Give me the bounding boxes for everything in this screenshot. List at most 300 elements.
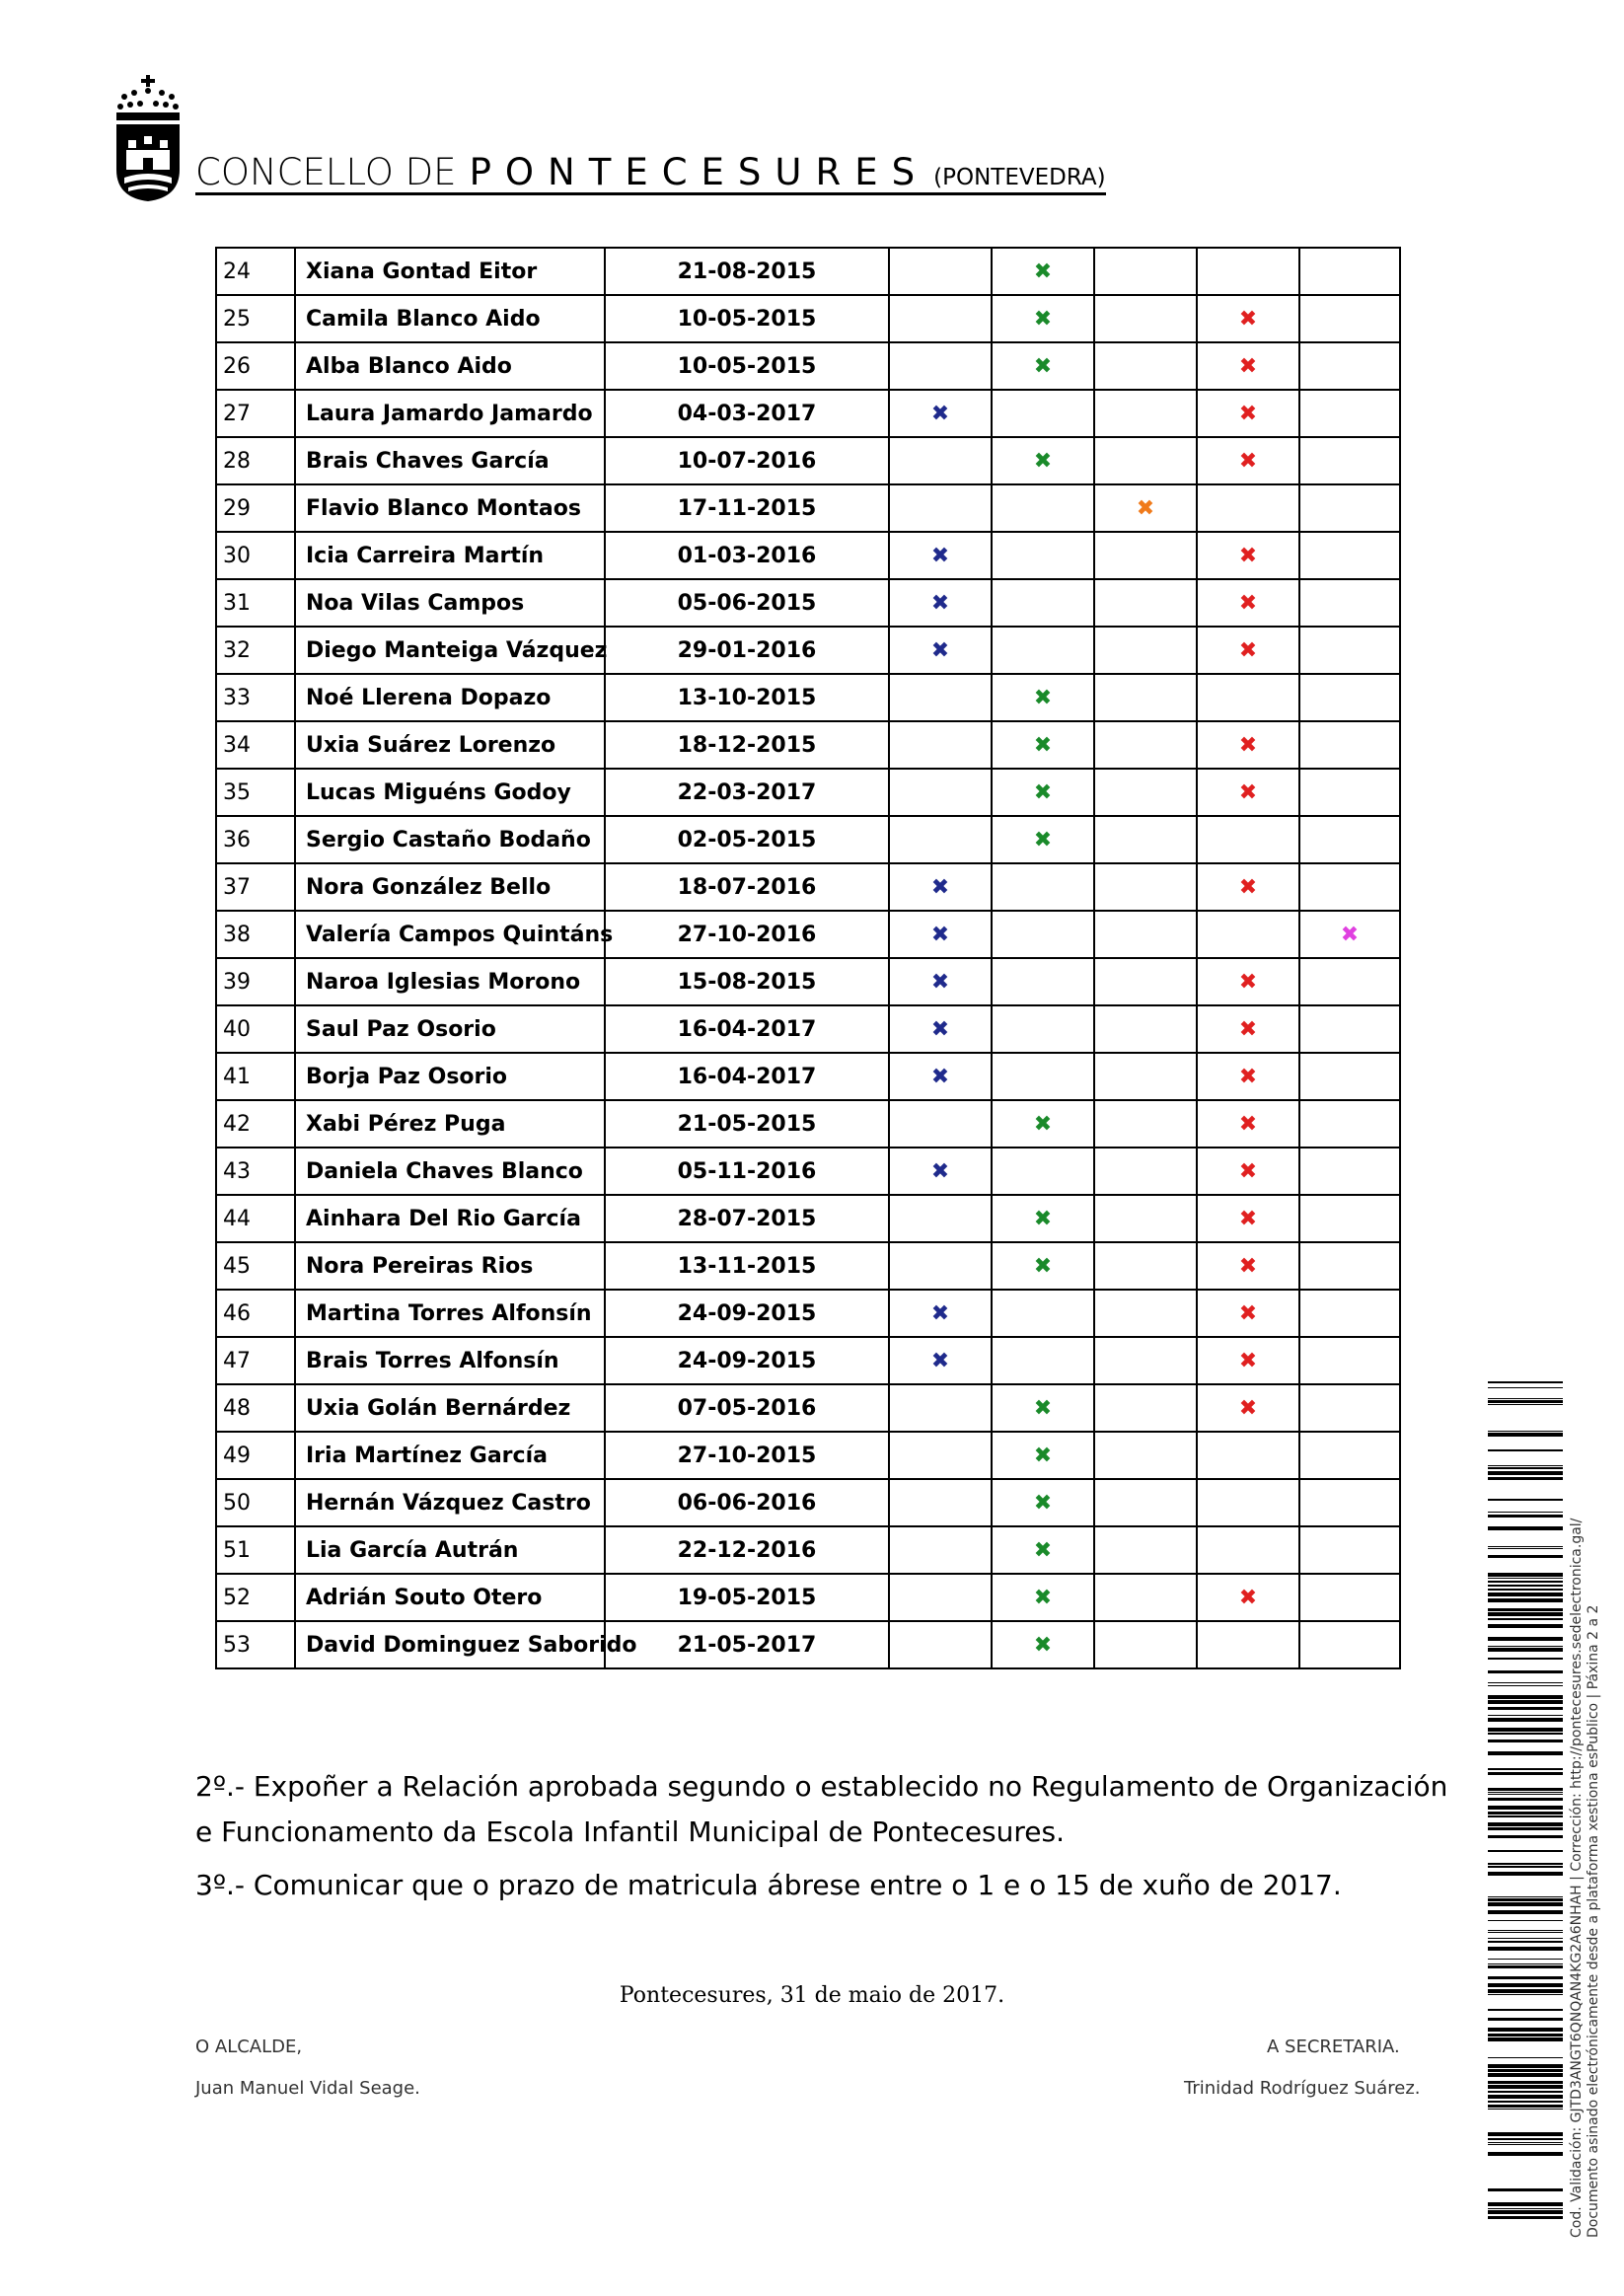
row-number: 29 <box>216 484 295 532</box>
cross-mark-icon: ✖ <box>1033 1206 1053 1231</box>
row-number: 50 <box>216 1479 295 1526</box>
table-row <box>216 437 1400 484</box>
mark-cell <box>889 1242 992 1290</box>
mark-cell <box>1197 816 1299 863</box>
cross-mark-icon: ✖ <box>1238 353 1258 379</box>
cross-mark-icon: ✖ <box>1033 306 1053 332</box>
table-row <box>216 1432 1400 1479</box>
secretary-role: A SECRETARIA. <box>1267 2037 1400 2057</box>
mark-cell <box>889 1432 992 1479</box>
cross-mark-icon: ✖ <box>930 637 950 663</box>
table-row <box>216 532 1400 579</box>
mark-cell <box>992 248 1094 295</box>
mark-cell <box>889 248 992 295</box>
mark-cell <box>992 579 1094 627</box>
cross-mark-icon: ✖ <box>1238 1016 1258 1042</box>
mark-cell <box>992 1148 1094 1195</box>
cross-mark-icon: ✖ <box>1238 1300 1258 1326</box>
cross-mark-icon: ✖ <box>1238 732 1258 758</box>
mark-cell <box>889 1195 992 1242</box>
birth-date: 13-10-2015 <box>605 674 889 721</box>
cross-mark-icon: ✖ <box>1238 1158 1258 1184</box>
child-name: Xabi Pérez Puga <box>295 1100 605 1148</box>
birth-date: 21-05-2015 <box>605 1100 889 1148</box>
row-number: 41 <box>216 1053 295 1100</box>
mark-cell <box>992 295 1094 342</box>
cross-mark-icon: ✖ <box>1238 874 1258 900</box>
mark-cell <box>889 1148 992 1195</box>
mark-cell <box>992 1290 1094 1337</box>
child-name: Xiana Gontad Eitor <box>295 248 605 295</box>
cross-mark-icon: ✖ <box>1238 401 1258 426</box>
child-name: Alba Blanco Aido <box>295 342 605 390</box>
cross-mark-icon: ✖ <box>1238 1206 1258 1231</box>
cross-mark-icon: ✖ <box>1033 732 1053 758</box>
mark-cell <box>889 1621 992 1668</box>
cross-mark-icon: ✖ <box>930 874 950 900</box>
table-row <box>216 627 1400 674</box>
birth-date: 05-06-2015 <box>605 579 889 627</box>
mark-cell <box>1197 295 1299 342</box>
birth-date: 01-03-2016 <box>605 532 889 579</box>
mark-cell <box>1299 627 1400 674</box>
birth-date: 04-03-2017 <box>605 390 889 437</box>
table-row <box>216 958 1400 1005</box>
row-number: 36 <box>216 816 295 863</box>
org-province: (PONTEVEDRA) <box>933 165 1106 190</box>
mark-cell <box>1197 1479 1299 1526</box>
row-number: 28 <box>216 437 295 484</box>
cross-mark-icon: ✖ <box>1033 685 1053 710</box>
mark-cell <box>992 1005 1094 1053</box>
cross-mark-icon: ✖ <box>1033 1443 1053 1468</box>
mark-cell <box>992 769 1094 816</box>
cross-mark-icon: ✖ <box>930 1016 950 1042</box>
table-row <box>216 1005 1400 1053</box>
mark-cell <box>992 484 1094 532</box>
child-name: Icia Carreira Martín <box>295 532 605 579</box>
mark-cell <box>1094 1005 1197 1053</box>
mark-cell <box>992 1574 1094 1621</box>
child-name: Uxia Golán Bernárdez <box>295 1384 605 1432</box>
cross-mark-icon: ✖ <box>930 1064 950 1089</box>
mark-cell <box>889 532 992 579</box>
mark-cell <box>992 532 1094 579</box>
mark-cell <box>1197 390 1299 437</box>
mark-cell <box>992 1195 1094 1242</box>
place-date: Pontecesures, 31 de maio de 2017. <box>619 1983 1005 2008</box>
mark-cell <box>992 816 1094 863</box>
mark-cell <box>889 295 992 342</box>
mark-cell <box>1094 1195 1197 1242</box>
mark-cell <box>889 1100 992 1148</box>
mark-cell <box>889 579 992 627</box>
cross-mark-icon: ✖ <box>1033 1395 1053 1421</box>
cross-mark-icon: ✖ <box>1033 1537 1053 1563</box>
cross-mark-icon: ✖ <box>1033 779 1053 805</box>
mark-cell <box>1299 1621 1400 1668</box>
mark-cell <box>992 627 1094 674</box>
row-number: 49 <box>216 1432 295 1479</box>
mark-cell <box>1197 437 1299 484</box>
cross-mark-icon: ✖ <box>1033 259 1053 284</box>
row-number: 25 <box>216 295 295 342</box>
mark-cell <box>1197 484 1299 532</box>
row-number: 45 <box>216 1242 295 1290</box>
mark-cell <box>1299 1100 1400 1148</box>
mark-cell <box>1299 958 1400 1005</box>
row-number: 34 <box>216 721 295 769</box>
table-row <box>216 1574 1400 1621</box>
child-name: Borja Paz Osorio <box>295 1053 605 1100</box>
mark-cell <box>1197 342 1299 390</box>
mark-cell <box>889 1574 992 1621</box>
mark-cell <box>1299 911 1400 958</box>
mark-cell <box>1197 248 1299 295</box>
mark-cell <box>1197 721 1299 769</box>
mark-cell <box>889 1526 992 1574</box>
row-number: 47 <box>216 1337 295 1384</box>
table-row <box>216 1337 1400 1384</box>
row-number: 31 <box>216 579 295 627</box>
letterhead <box>111 75 1106 203</box>
mark-cell <box>1299 721 1400 769</box>
cross-mark-icon: ✖ <box>1238 543 1258 568</box>
mark-cell <box>1197 674 1299 721</box>
mark-cell <box>992 721 1094 769</box>
mark-cell <box>1094 1337 1197 1384</box>
child-name: Brais Chaves García <box>295 437 605 484</box>
mark-cell <box>992 1621 1094 1668</box>
cross-mark-icon: ✖ <box>1033 1490 1053 1516</box>
table-row <box>216 816 1400 863</box>
mark-cell <box>1094 1148 1197 1195</box>
mayor-role: O ALCALDE, <box>195 2037 303 2057</box>
mark-cell <box>1094 1384 1197 1432</box>
table-body <box>216 248 1400 1668</box>
mark-cell <box>889 484 992 532</box>
table-row <box>216 484 1400 532</box>
row-number: 42 <box>216 1100 295 1148</box>
row-number: 52 <box>216 1574 295 1621</box>
mark-cell <box>1299 248 1400 295</box>
mark-cell <box>992 1384 1094 1432</box>
mark-cell <box>1094 248 1197 295</box>
mark-cell <box>1299 532 1400 579</box>
cross-mark-icon: ✖ <box>930 1158 950 1184</box>
mark-cell <box>889 1337 992 1384</box>
mark-cell <box>1299 1290 1400 1337</box>
mark-cell <box>1094 579 1197 627</box>
mark-cell <box>1094 390 1197 437</box>
mayor-name: Juan Manuel Vidal Seage. <box>195 2078 420 2099</box>
birth-date: 24-09-2015 <box>605 1290 889 1337</box>
admissions-table <box>215 247 1401 1669</box>
table-row <box>216 342 1400 390</box>
mark-cell <box>1197 627 1299 674</box>
child-name: Ainhara Del Rio García <box>295 1195 605 1242</box>
mark-cell <box>1197 1053 1299 1100</box>
mark-cell <box>1094 1574 1197 1621</box>
mark-cell <box>1197 1432 1299 1479</box>
table-row <box>216 1148 1400 1195</box>
cross-mark-icon: ✖ <box>930 543 950 568</box>
org-name: CONCELLO DE <box>195 151 457 193</box>
child-name: Camila Blanco Aido <box>295 295 605 342</box>
mark-cell <box>1299 1148 1400 1195</box>
birth-date: 19-05-2015 <box>605 1574 889 1621</box>
mark-cell <box>1299 390 1400 437</box>
validation-line-1: Cod. Validación: GJTD3ANGT6QNQAN4KG2A6NHAH | Corrección: http://pontecesures.sedelectronica.gal/ <box>1569 1518 1585 2238</box>
mark-cell <box>1197 1290 1299 1337</box>
table-row <box>216 911 1400 958</box>
mark-cell <box>1094 1242 1197 1290</box>
cross-mark-icon: ✖ <box>1238 637 1258 663</box>
mark-cell <box>1094 532 1197 579</box>
child-name: Uxia Suárez Lorenzo <box>295 721 605 769</box>
row-number: 44 <box>216 1195 295 1242</box>
cross-mark-icon: ✖ <box>1238 1064 1258 1089</box>
child-name: Adrián Souto Otero <box>295 1574 605 1621</box>
birth-date: 18-12-2015 <box>605 721 889 769</box>
child-name: Brais Torres Alfonsín <box>295 1337 605 1384</box>
mark-cell <box>1094 295 1197 342</box>
mark-cell <box>889 342 992 390</box>
row-number: 24 <box>216 248 295 295</box>
cross-mark-icon: ✖ <box>1238 969 1258 995</box>
row-number: 37 <box>216 863 295 911</box>
child-name: Iria Martínez García <box>295 1432 605 1479</box>
mark-cell <box>1299 1005 1400 1053</box>
child-name: Nora Pereiras Rios <box>295 1242 605 1290</box>
row-number: 30 <box>216 532 295 579</box>
child-name: Noa Vilas Campos <box>295 579 605 627</box>
birth-date: 15-08-2015 <box>605 958 889 1005</box>
mark-cell <box>992 1242 1094 1290</box>
mark-cell <box>1094 863 1197 911</box>
mark-cell <box>1299 769 1400 816</box>
row-number: 53 <box>216 1621 295 1668</box>
mark-cell <box>1197 1574 1299 1621</box>
mark-cell <box>992 1432 1094 1479</box>
mark-cell <box>992 342 1094 390</box>
mark-cell <box>889 911 992 958</box>
cross-mark-icon: ✖ <box>1340 922 1360 947</box>
table-row <box>216 674 1400 721</box>
cross-mark-icon: ✖ <box>1238 590 1258 616</box>
mark-cell <box>889 721 992 769</box>
mark-cell <box>1197 911 1299 958</box>
birth-date: 02-05-2015 <box>605 816 889 863</box>
mark-cell <box>992 958 1094 1005</box>
organization-title <box>195 151 1106 195</box>
birth-date: 24-09-2015 <box>605 1337 889 1384</box>
cross-mark-icon: ✖ <box>930 1300 950 1326</box>
birth-date: 05-11-2016 <box>605 1148 889 1195</box>
cross-mark-icon: ✖ <box>1238 1253 1258 1279</box>
row-number: 43 <box>216 1148 295 1195</box>
table-row <box>216 248 1400 295</box>
validation-line-2: Documento asinado electrónicamente desde a plataforma xestiona esPublico | Páxina 2 a 2 <box>1586 1604 1601 2238</box>
mark-cell <box>1299 1432 1400 1479</box>
mark-cell <box>992 1526 1094 1574</box>
mark-cell <box>1197 1384 1299 1432</box>
mark-cell <box>1299 342 1400 390</box>
mark-cell <box>889 1005 992 1053</box>
mark-cell <box>1094 342 1197 390</box>
birth-date: 10-05-2015 <box>605 295 889 342</box>
mark-cell <box>1094 911 1197 958</box>
mark-cell <box>1299 437 1400 484</box>
mark-cell <box>1299 1479 1400 1526</box>
mark-cell <box>889 390 992 437</box>
table-row <box>216 721 1400 769</box>
coat-of-arms-icon <box>111 75 185 203</box>
mark-cell <box>1094 627 1197 674</box>
row-number: 33 <box>216 674 295 721</box>
validation-barcode <box>1488 1381 1563 2228</box>
cross-mark-icon: ✖ <box>1033 1253 1053 1279</box>
table-row <box>216 579 1400 627</box>
mark-cell <box>1094 958 1197 1005</box>
mark-cell <box>889 1290 992 1337</box>
mark-cell <box>1094 1290 1197 1337</box>
mark-cell <box>1197 1100 1299 1148</box>
mark-cell <box>889 1384 992 1432</box>
mark-cell <box>1197 1526 1299 1574</box>
mark-cell <box>889 674 992 721</box>
birth-date: 16-04-2017 <box>605 1053 889 1100</box>
cross-mark-icon: ✖ <box>1033 1585 1053 1610</box>
cross-mark-icon: ✖ <box>1238 1111 1258 1137</box>
mark-cell <box>1094 1526 1197 1574</box>
mark-cell <box>1197 1621 1299 1668</box>
child-name: Saul Paz Osorio <box>295 1005 605 1053</box>
mark-cell <box>1197 1337 1299 1384</box>
mark-cell <box>992 863 1094 911</box>
cross-mark-icon: ✖ <box>1238 1395 1258 1421</box>
birth-date: 10-05-2015 <box>605 342 889 390</box>
child-name: Diego Manteiga Vázquez <box>295 627 605 674</box>
mark-cell <box>1094 1053 1197 1100</box>
point-2: 2º.- Expoñer a Relación aprobada segundo o establecido no Regulamento de Organización e Funcionamento da Escola Infantil Municipal de Pontecesures. <box>195 1770 1448 1848</box>
mark-cell <box>889 627 992 674</box>
table-row <box>216 1621 1400 1668</box>
cross-mark-icon: ✖ <box>1238 306 1258 332</box>
mark-cell <box>1299 1384 1400 1432</box>
mark-cell <box>889 958 992 1005</box>
cross-mark-icon: ✖ <box>930 1348 950 1373</box>
mark-cell <box>1094 1432 1197 1479</box>
mark-cell <box>889 1053 992 1100</box>
cross-mark-icon: ✖ <box>1033 1632 1053 1658</box>
table-row <box>216 1195 1400 1242</box>
table-row <box>216 769 1400 816</box>
mark-cell <box>1094 1100 1197 1148</box>
mark-cell <box>1299 1337 1400 1384</box>
birth-date: 21-05-2017 <box>605 1621 889 1668</box>
mark-cell <box>1094 721 1197 769</box>
mark-cell <box>1197 1005 1299 1053</box>
birth-date: 07-05-2016 <box>605 1384 889 1432</box>
child-name: David Dominguez Saborido <box>295 1621 605 1668</box>
table-row <box>216 863 1400 911</box>
row-number: 27 <box>216 390 295 437</box>
mark-cell <box>1197 863 1299 911</box>
mark-cell <box>1299 1195 1400 1242</box>
birth-date: 28-07-2015 <box>605 1195 889 1242</box>
cross-mark-icon: ✖ <box>1238 448 1258 474</box>
table-row <box>216 1053 1400 1100</box>
mark-cell <box>1299 1574 1400 1621</box>
child-name: Martina Torres Alfonsín <box>295 1290 605 1337</box>
cross-mark-icon: ✖ <box>930 922 950 947</box>
birth-date: 29-01-2016 <box>605 627 889 674</box>
row-number: 46 <box>216 1290 295 1337</box>
table-row <box>216 390 1400 437</box>
mark-cell <box>1197 532 1299 579</box>
mark-cell <box>992 1100 1094 1148</box>
mark-cell <box>889 1479 992 1526</box>
row-number: 39 <box>216 958 295 1005</box>
cross-mark-icon: ✖ <box>1238 1348 1258 1373</box>
cross-mark-icon: ✖ <box>1033 1111 1053 1137</box>
cross-mark-icon: ✖ <box>930 401 950 426</box>
table-row <box>216 1526 1400 1574</box>
mark-cell <box>992 674 1094 721</box>
table-row <box>216 1100 1400 1148</box>
row-number: 38 <box>216 911 295 958</box>
row-number: 48 <box>216 1384 295 1432</box>
mark-cell <box>1197 579 1299 627</box>
mark-cell <box>1197 769 1299 816</box>
child-name: Nora González Bello <box>295 863 605 911</box>
cross-mark-icon: ✖ <box>930 590 950 616</box>
cross-mark-icon: ✖ <box>1238 779 1258 805</box>
child-name: Daniela Chaves Blanco <box>295 1148 605 1195</box>
mark-cell <box>992 911 1094 958</box>
row-number: 26 <box>216 342 295 390</box>
table-row <box>216 295 1400 342</box>
child-name: Flavio Blanco Montaos <box>295 484 605 532</box>
org-town: PONTECESURES <box>469 151 929 193</box>
validation-note <box>1569 1518 1602 2238</box>
mark-cell <box>992 1479 1094 1526</box>
mark-cell <box>1094 1479 1197 1526</box>
mark-cell <box>889 863 992 911</box>
table-row <box>216 1242 1400 1290</box>
cross-mark-icon: ✖ <box>1238 1585 1258 1610</box>
mark-cell <box>1299 816 1400 863</box>
birth-date: 16-04-2017 <box>605 1005 889 1053</box>
cross-mark-icon: ✖ <box>1136 495 1155 521</box>
mark-cell <box>1299 579 1400 627</box>
point-3: 3º.- Comunicar que o prazo de matricula ábrese entre o 1 e o 15 de xuño de 2017. <box>195 1869 1342 1901</box>
table-row <box>216 1479 1400 1526</box>
mark-cell <box>992 390 1094 437</box>
mark-cell <box>1094 816 1197 863</box>
row-number: 35 <box>216 769 295 816</box>
cross-mark-icon: ✖ <box>1033 448 1053 474</box>
child-name: Lucas Miguéns Godoy <box>295 769 605 816</box>
row-number: 40 <box>216 1005 295 1053</box>
mark-cell <box>1197 1148 1299 1195</box>
child-name: Noé Llerena Dopazo <box>295 674 605 721</box>
birth-date: 10-07-2016 <box>605 437 889 484</box>
birth-date: 27-10-2016 <box>605 911 889 958</box>
cross-mark-icon: ✖ <box>1033 827 1053 852</box>
mark-cell <box>1299 674 1400 721</box>
